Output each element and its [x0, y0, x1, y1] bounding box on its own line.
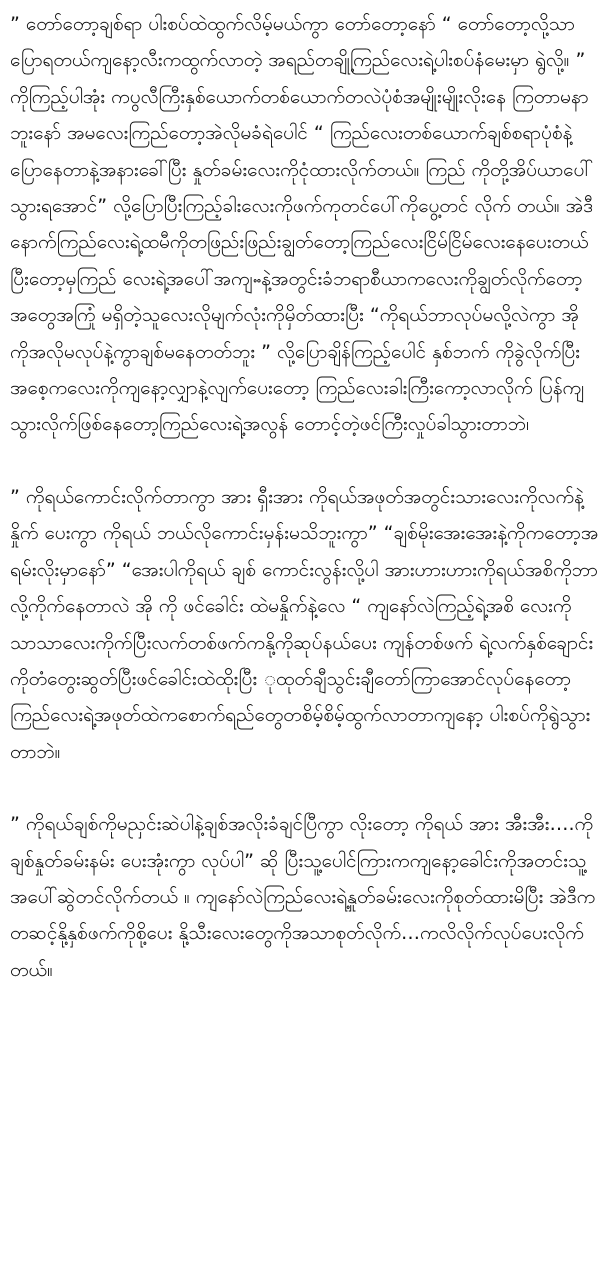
- paragraph-spacer: [10, 443, 599, 479]
- story-paragraph: ” တော်တော့ချစ်ရာ ပါးစပ်ထဲထွက်လိမ့်မယ်ကွာ တော်တော့နော် “ တော်တော့လို့သာပြောရတယ်ကျနော့လီးကထွက်လာတဲ့ အရည်တချို့ကြည်လေးရဲ့ပါးစပ်နံမေးမှာ ရွဲလို့။ ” ကိုကြည့်ပါအုံး ကပွလီကြီးနှစ်ယောက်တစ်ယောက်တလဲပုံစံအမျိုးမျိုးလိုးနေ ကြတာမနာဘူးနော် အမလေးကြည်တော့အဲလိုမခံရဲပေါင် “ ကြည်လေးတစ်ယောက်ချစ်စရာပုံစံနဲ့ပြောနေတာနဲ့အနားခေါ်ပြီး နှုတ်ခမ်းလေးကိုငုံထားလိုက်တယ်။ ကြည် ကိုတို့အိပ်ယာပေါ်သွားရအောင်” လို့ပြောပြီးကြည့်ခါးလေးကိုဖက်ကုတင်ပေါ်ကိုပွေ့တင် လိုက် တယ်။ အဲဒီနောက်ကြည်လေးရဲ့ထမီကိုတဖြည်းဖြည်းချွတ်တော့ကြည်လေးငြိမ်ငြိမ်လေးနေပေးတယ် ပြီးတော့မှကြည် လေးရဲ့အပေါ်အကျႌနဲ့အတွင်းခံဘရာစီယာကလေးကိုချွတ်လိုက်တော့အတွေအကြုံ မရှိတဲ့သူလေးလိုမျက်လုံးကိုမှိတ်ထားပြီး “ကိုရယ်ဘာလုပ်မလို့လဲကွာ အို ကိုအလိုမလုပ်နဲ့ကွာချစ်မနေတတ်ဘူး ” လို့ပြောချိန်ကြည့်ပေါင် နှစ်ဘက် ကိုခွဲလိုက်ပြီးအစေ့ကလေးကိုကျနော့လျှာနဲ့လျက်ပေးတော့ ကြည်လေးခါးကြီးကော့လာလိုက် ပြန်ကျသွားလိုက်ဖြစ်နေတော့ကြည်လေးရဲ့အလွန် တောင့်တဲ့ဖင်ကြီးလှုပ်ခါသွားတာဘဲ၊: [10, 13, 595, 436]
- story-paragraph: ” ကိုရယ်ချစ်ကိုမညှင်းဆဲပါနဲ့ချစ်အလိုးခံချင်ပြီကွာ လိုးတော့ ကိုရယ် အား အီးအီး….ကိုချစ်နှုတ်ခမ်းနမ်း ပေးအုံးကွာ လုပ်ပါ” ဆို ပြီးသူ့ပေါင်ကြားကကျနော့ခေါင်းကိုအတင်းသူ့အပေါ်ဆွဲတင်လိုက်တယ် ။ ကျနော်လဲကြည်လေးရဲ့နှုတ်ခမ်းလေးကိုစုတ်ထားမိပြီး အဲဒီကတဆင့်နို့နှစ်ဖက်ကိုစို့ပေး နို့သီးလေးတွေကိုအသာစုတ်လိုက်…ကလိလိုက်လုပ်ပေးလိုက်တယ်။: [10, 813, 596, 981]
- story-paragraph: ” ကိုရယ်ကောင်းလိုက်တာကွာ အား ရှီးအား ကိုရယ်အဖုတ်အတွင်းသားလေးကိုလက်နဲ့နှိုက် ပေးကွာ ကိုရယ် ဘယ်လိုကောင်းမှန်းမသိဘူးကွာ” “ချစ်မိုးအေးအေးနဲ့ကိုကတော့အရမ်းလိုးမှာနော်” “အေးပါကိုရယ် ချစ် ကောင်းလွန်းလို့ပါ အားဟားဟားကိုရယ်အစိကိုဘာလို့ကိုက်နေတာလဲ အို ကို ဖင်ခေါင်း ထဲမနှိုက်နဲ့လေ “ ကျနော်လဲကြည့်ရဲ့အစိ လေးကိုသာသာလေးကိုက်ပြီးလက်တစ်ဖက်ကနို့ကိုဆုပ်နယ်ပေး ကျန်တစ်ဖက် ရဲ့လက်နှစ်ချောင်းကိုတံတွေးဆွတ်ပြီးဖင်ခေါင်းထဲထိုးပြီး ုထုတ်ချီသွင်းချီတော်ကြာအောင်လုပ်နေတော့ ကြည်လေးရဲ့အဖုတ်ထဲကစောက်ရည်တွေတစိမ့်စိမ့်ထွက်လာတာကျနော့ ပါးစပ်ကိုရွဲသွားတာဘဲ။: [10, 485, 599, 763]
- paragraph-spacer: [10, 770, 599, 806]
